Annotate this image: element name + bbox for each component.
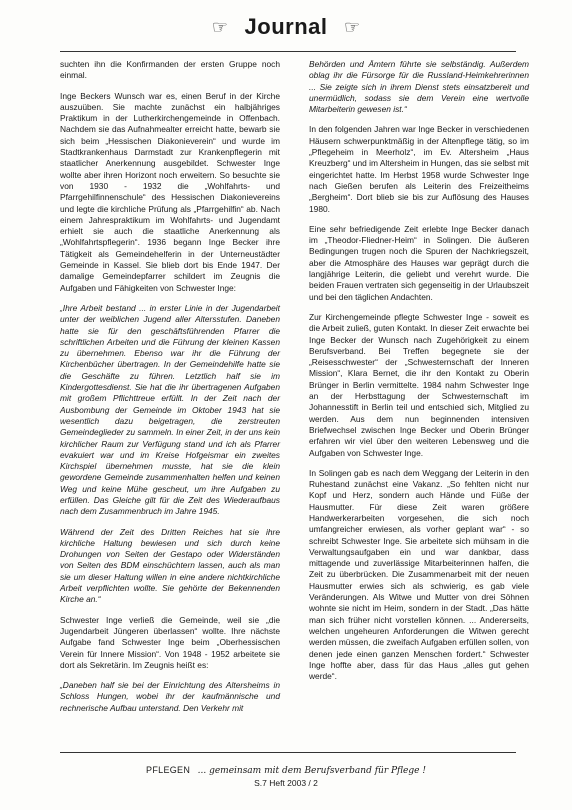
body-paragraph: Schwester Inge verließ die Gemeinde, weil sie „die Jugendarbeit Jüngeren überlassen“ wollte. Ihre nächste Aufgabe fand Schwester Inge beim „Oberhessischen Verein für Innere Mission“. Von 1948 - 1952 arbeitete sie dort als Sekretärin. Im Zeugnis heißt es: [60, 614, 280, 670]
body-paragraph: Zur Kirchengemeinde pflegte Schwester Inge - soweit es die Arbeit zuließ, guten Kontakt. In dieser Zeit erwachte bei Inge Becker der Wunsch nach Zugehörigkeit zu einem Berufsverband. Bei Treffen begegnete sie der „Reisesschwester“ der „Schwesternschaft der Inneren Mission“, Klara Bernet, die ihr den Kontakt zu Oberin Brünger in Berlin vermittelte. 1984 nahm Schwester Inge an der Herbsttagung der Schwesternschaft im Johannesstift in Berlin teil und entschied sich, Mitglied zu werden. Aus dem nun beginnenden intensiven Briefwechsel zwischen Inge Becker und Oberin Brünger erfahren wir viel über den weiteren Lebensweg und die Aufgaben von Schwester Inge. [309, 311, 529, 458]
pointing-hand-icon: ☞ [211, 16, 229, 38]
body-paragraph: In den folgenden Jahren war Inge Becker in verschiedenen Häusern schwerpunktmäßig in der Altenpflege tätig, so im „Pflegeheim in Meerholz“, im Ev. Altersheim „Haus Kreuzberg“ und im Altersheim in Hungen, das sie selbst mit eingerichtet hatte. Im Herbst 1958 wurde Schwester Inge nach Gießen berufen als Leiterin des Freizeitheims „Bergheim“. Dort blieb sie bis zur Auflösung des Hauses 1980. [309, 124, 529, 214]
page-number: S.7 Heft 2003 / 2 [254, 778, 318, 788]
quote-paragraph: „Ihre Arbeit bestand ... in erster Linie in der Jugendarbeit unter der weiblichen Jugend aller Altersstufen. Daneben hatte sie für den geschäftsführenden Pfarrer die schriftlichen Arbeiten und die Führung der kleinen Kassen zu übernehmen. Ebenso war ihr die Führung der Kirchenbücher übertragen. In der Gemeindehilfe hatte sie die Geschäfte zu führen. Letztlich half sie im Kindergottesdienst. Sie hat die ihr übertragenen Aufgaben mit großem Pflichttreue erfüllt. In der Zeit nach der Ausbombung der Gemeinde im Oktober 1943 hat sie wesentlich dazu beigetragen, die zerstreuten Gemeindeglieder zu sammeln. In einer Zeit, in der uns kein kirchlicher Raum zur Verfügung stand und ich als Pfarrer evakuiert war und im Kreise Hofgeismar ein zweites Kirchspiel übernehmen musste, hat sie die klein gewordene Gemeinde zusammenhalten helfen und keinen Weg und keine Mühe gescheut, um ihre Aufgaben zu erfüllen. Das Gleiche gilt für die Zeit des Wiederaufbaus nach dem Zusammenbruch im Jahre 1945. [60, 302, 280, 517]
footer-rule [60, 752, 516, 753]
page-header [0, 14, 572, 50]
pointing-hand-icon: ☞ [343, 16, 361, 38]
body-paragraph: suchten ihn die Konfirmanden der ersten Gruppe noch einmal. [60, 59, 280, 81]
body-paragraph: Inge Beckers Wunsch war es, einen Beruf in der Kirche auszuüben. Sie machte zunächst ein halbjähriges Praktikum in der Lutherkirchengemeinde in Offenbach. Nachdem sie das Aufnahmealter erreicht hatte, bewarb sie sich beim „Hessischen Diakonieverein“ und wurde im Stadtkrankenhaus Darmstadt zur Krankenpflegerin mit staatlicher Anerkennung ausgebildet. Schwester Inge wollte aber ihren Horizont noch erweitern. So besuchte sie von 1930 - 1932 die „Wohlfahrts- und Pfarrgehilfinnenschule“ des Hessischen Diakonievereins und legte die kirchliche Prüfung als „Pfarrgehilfin“ ab. Nach einem Jahrespraktikum im Wohlfahrts- und Jugendamt erhielt sie auch die staatliche Anerkennung als „Wohlfahrtspflegerin“. 1936 begann Inge Becker ihre Tätigkeit als Gemeindehelferin in der Unterneustädter Gemeinde in Kassel. Sie blieb dort bis Ende 1947. Der damalige Gemeindepfarrer schildert im Zeugnis die Aufgaben und Fähigkeiten von Schwester Inge: [60, 90, 280, 293]
right-column [309, 59, 529, 691]
page-footer [0, 760, 572, 788]
quote-paragraph: Während der Zeit des Dritten Reiches hat sie ihre kirchliche Haltung bewiesen und sich durch keine Drohungen von Seiten der Gestapo oder Widerständen von Seiten des BDM einschüchtern lassen, auch als man sie um dieser Haltung willen in eine andere nichtkirchliche Arbeit verpflichten wollte. Sie gehörte der Bekennenden Kirche an.“ [60, 526, 280, 605]
left-column [60, 59, 280, 723]
journal-title: Journal [244, 14, 328, 39]
quote-paragraph: „Daneben half sie bei der Einrichtung des Altersheims in Schloss Hungen, wobei ihr der kaufmännische und rechnerische Aufbau unterstand. Den Verkehr mit [60, 680, 280, 713]
quote-paragraph: Behörden und Ämtern führte sie selbständig. Außerdem oblag ihr die Fürsorge für die Russland-Heimkehrerinnen ... Sie zeigte sich in ihrem Dienst stets einsatzbereit und unermüdlich, sodass sie dem Verein eine wertvolle Mitarbeiterin gewesen ist.“ [309, 59, 529, 115]
body-paragraph: In Solingen gab es nach dem Weggang der Leiterin in den Ruhestand zunächst eine Vakanz. „So fehlten nicht nur Kopf und Herz, sondern auch Hände und Füße der Hausmutter. Für diese Zeit waren größere Handwerkerarbeiten vorgesehen, die sich noch umfangreicher erwiesen, als vorher geplant war“ - so schreibt Schwester Inge. Sie arbeitete sich mühsam in die Verwaltungsaufgaben ein und war dankbar, dass mittagende und zuverlässige Mitarbeiterinnen halfen, die Zeit zu überbrücken. Die Zusammenarbeit mit der neuen Hausmutter erwies sich als schwierig, es gab viele Veränderungen. Als Witwe und Mutter von drei Söhnen wohnte sie nicht im Heim, sondern in der Stadt. „Das hätte man sich früher nicht vorstellen können. ... Andererseits, welchen ungeheuren Anforderungen die Witwen gerecht werden müssen, die zweifach Aufgaben erfüllen sollen, von denen jede einen ganzen Menschen fordert.“ Schwester Inge hoffte aber, dass für das Haus „alles gut gehen werde“. [309, 467, 529, 682]
footer-brand: PFLEGEN [146, 765, 191, 775]
body-paragraph: Eine sehr befriedigende Zeit erlebte Inge Becker danach im „Theodor-Fliedner-Heim“ in Solingen. Die äußeren Bedingungen trugen noch die Spuren der Nachkriegszeit, aber die Atmosphäre des Hauses war geprägt durch die langjährige Leiterin, die geliebt und verehrt wurde. Die beiden Frauen vertraten sich gegenseitig in der Urlaubszeit und bei den täglichen Andachten. [309, 223, 529, 302]
header-rule [60, 51, 516, 52]
footer-slogan: ... gemeinsam mit dem Berufsverband für Pflege ! [197, 766, 426, 776]
